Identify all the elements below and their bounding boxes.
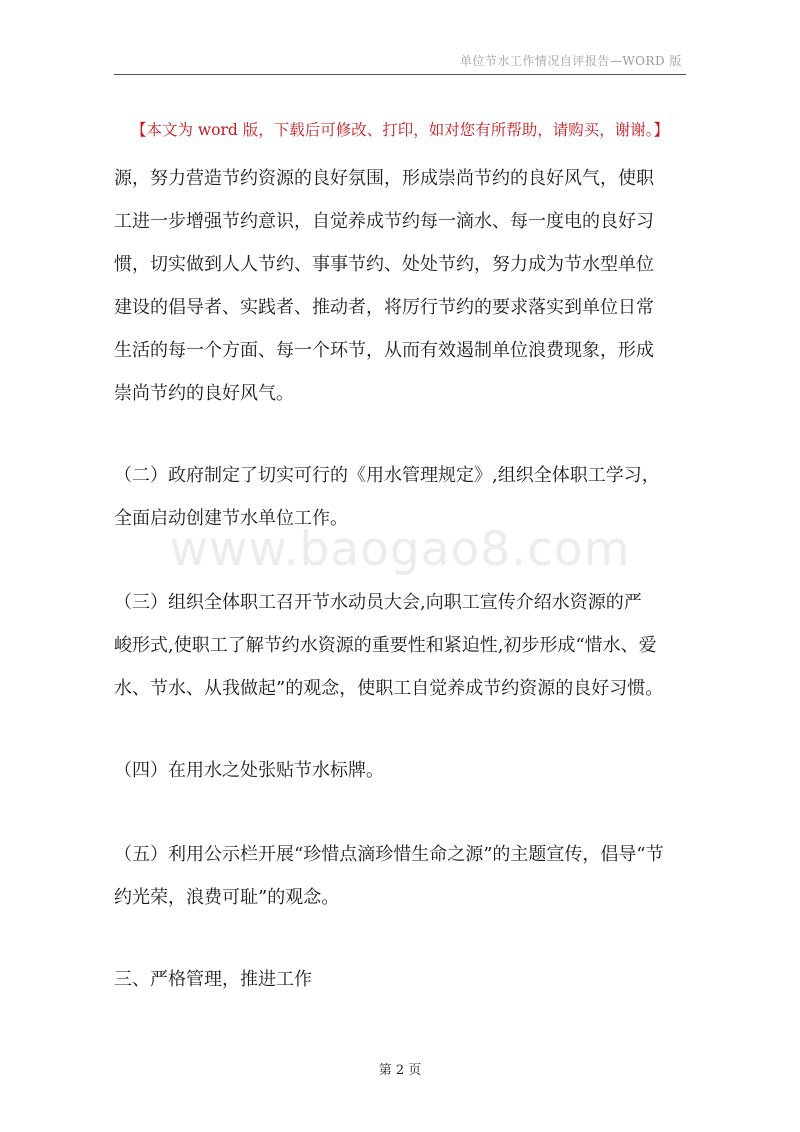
body-line: 全面启动创建节水单位工作。 — [114, 508, 348, 529]
body-line: 建设的倡导者、实践者、推动者，将厉行节约的要求落实到单位日常 — [114, 297, 654, 318]
page-number: 第 2 页 — [378, 1063, 422, 1078]
body-line: 生活的每一个方面、每一个环节，从而有效遏制单位浪费现象，形成 — [114, 340, 654, 361]
body-line: （四）在用水之处张贴节水标牌。 — [114, 760, 384, 781]
section-heading: 三、严格管理，推进工作 — [114, 969, 312, 990]
body-line: （二）政府制定了切实可行的《用水管理规定》,组织全体职工学习， — [114, 465, 660, 486]
body-line: 工进一步增强节约意识，自觉养成节约每一滴水、每一度电的良好习 — [114, 211, 654, 232]
body-line: （三）组织全体职工召开节水动员大会,向职工宣传介绍水资源的严 — [114, 592, 642, 613]
purchase-notice: 【本文为 word 版，下载后可修改、打印，如对您有所帮助，请购买，谢谢。】 — [130, 121, 670, 139]
body-line: 惯，切实做到人人节约、事事节约、处处节约，努力成为节水型单位 — [114, 254, 654, 275]
watermark-text: www.baogao8.com — [169, 522, 631, 577]
body-line: 约光荣，浪费可耻”的观念。 — [114, 887, 340, 908]
header-divider — [114, 74, 686, 75]
body-line: 峻形式,使职工了解节约水资源的重要性和紧迫性,初步形成“惜水、爱 — [114, 635, 657, 656]
body-line: 源，努力营造节约资源的良好氛围，形成崇尚节约的良好风气，使职 — [114, 168, 654, 189]
body-line: （五）利用公示栏开展“珍惜点滴珍惜生命之源”的主题宣传，倡导“节 — [114, 844, 664, 865]
body-line: 崇尚节约的良好风气。 — [114, 383, 294, 404]
document-header-title: 单位节水工作情况自评报告—WORD 版 — [459, 54, 682, 68]
body-line: 水、节水、从我做起”的观念，使职工自觉养成节约资源的良好习惯。 — [114, 678, 664, 699]
